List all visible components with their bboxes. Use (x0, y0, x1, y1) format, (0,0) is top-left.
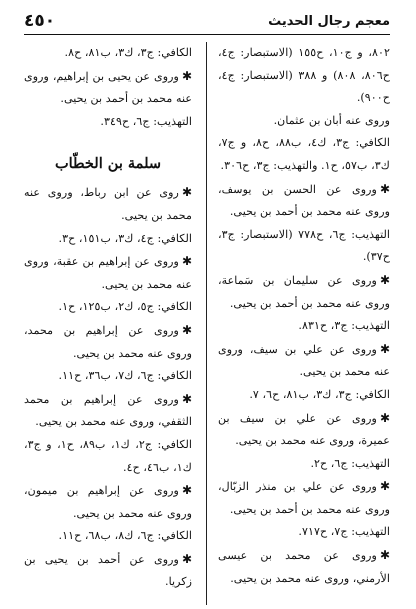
entry-heading: سلمة بن الخطّاب (54, 155, 162, 173)
source-reference (218, 521, 390, 544)
paragraph-text: وروى عن إبراهيم بن ميمون، وروى عنه محمد بن يحيى. (24, 484, 192, 520)
asterisk-bullet-icon: ✱ (181, 322, 192, 337)
narration-entry (218, 178, 390, 224)
narration-entry (24, 319, 192, 365)
asterisk-bullet-icon: ✱ (181, 483, 192, 498)
source-reference (218, 453, 390, 476)
paragraph-text: الكافي: ج٣، ك٣، ب٨١، ح٨. (64, 46, 192, 59)
paragraph-text: ٨٠٢، و ج١٠، ح١٥٥ (الاستبصار: ج٤، ح٨٠٦، ٨٠٨) و ٣٨٨ (الاستبصار: ج٤، ح٩٠٠). (218, 46, 390, 105)
left-column (24, 42, 192, 603)
narration-entry (24, 388, 192, 434)
paragraph-text: الكافي: ج٣، ك٣، ب٨١، ح٦، ٧. (249, 387, 390, 401)
paragraph-text: وروى عن علي بن منذر الزبّال، وروى عنه محمد بن أحمد بن يحيى. (218, 480, 390, 516)
narration-entry (24, 548, 192, 594)
asterisk-bullet-icon: ✱ (379, 272, 390, 287)
header-rule (24, 34, 390, 35)
running-title: معجم رجال الحديث (268, 13, 390, 29)
narration-entry (218, 269, 390, 315)
paragraph-text: وروى عن يحيى بن إبراهيم، وروى عنه محمد بن أحمد بن يحيى. (24, 69, 192, 106)
source-reference (218, 132, 390, 177)
asterisk-bullet-icon: ✱ (181, 551, 192, 566)
asterisk-bullet-icon: ✱ (379, 479, 390, 494)
source-reference (24, 365, 192, 388)
paragraph-text: الكافي: ج٣، ك٤، ب٨٨، ح٨، و ج٧، ك٣، ب٥٧، ح١. والتهذيب: ج٣، ح٣٠٦. (218, 136, 390, 172)
narration-entry (218, 475, 390, 521)
source-reference (218, 224, 390, 269)
page-number: ٤٥٠ (24, 11, 56, 31)
paragraph-text: الكافي: ج٤، ك٣، ب١٥١، ح٣. (58, 231, 192, 245)
asterisk-bullet-icon: ✱ (379, 410, 390, 425)
paragraph-text: وروى عن علي بن سيف، وروى عنه محمد بن يحيى. (218, 342, 390, 379)
narration-entry (24, 181, 192, 227)
asterisk-bullet-icon: ✱ (181, 254, 192, 269)
paragraph-text: وروى عن محمد بن عيسى الأرمني، وروى عنه محمد بن يحيى. (218, 549, 390, 585)
source-reference (24, 42, 192, 65)
paragraph-text: الكافي: ج٦، ك٧، ب٣٦، ح١١. (58, 369, 192, 383)
paragraph-text: وروى عن إبراهيم بن عقبة، وروى عنه محمد بن يحيى. (24, 255, 192, 291)
paragraph-text: وروى عن إبراهيم بن محمد الثقفي، وروى عنه محمد بن يحيى. (24, 392, 192, 429)
narration-entry (218, 338, 390, 384)
source-reference (218, 110, 390, 133)
right-column (218, 42, 390, 603)
paragraph-text: الكافي: ج٢، ك١، ب٨٩، ح١، و ج٣، ك١، ب٤٦، ح٤. (24, 437, 192, 474)
paragraph-text: التهذيب: ج٦، ح٧٧٨ (الاستبصار: ج٣، ح٣٧). (218, 227, 390, 264)
page-header (24, 10, 390, 32)
paragraph-text: وروى عن علي بن سيف بن عميرة، وروى عنه محمد بن يحيى. (218, 411, 390, 448)
source-reference (218, 42, 390, 110)
narration-entry (24, 479, 192, 525)
source-reference (24, 434, 192, 479)
paragraph-text: الكافي: ج٥، ك٢، ب١٢٥، ح١. (58, 300, 192, 314)
paragraph-text: التهذيب: ج٦، ح٢. (310, 456, 390, 470)
asterisk-bullet-icon: ✱ (181, 68, 192, 83)
paragraph-text: التهذيب: ج٧، ح٧١٧. (298, 525, 390, 539)
column-divider (206, 42, 207, 605)
source-reference (218, 384, 390, 407)
paragraph-text: التهذيب: ج٦، ح٣٤٩. (100, 114, 192, 128)
paragraph-text: روى عن ابن رباط، وروى عنه محمد بن يحيى. (24, 186, 192, 222)
paragraph-text: وروى عنه أبان بن عثمان. (273, 113, 390, 127)
source-reference (24, 228, 192, 251)
asterisk-bullet-icon: ✱ (379, 341, 390, 356)
paragraph-text: وروى عن إبراهيم بن محمد، وروى عنه محمد بن يحيى. (24, 323, 192, 360)
asterisk-bullet-icon: ✱ (181, 391, 192, 406)
asterisk-bullet-icon: ✱ (181, 185, 192, 200)
asterisk-bullet-icon: ✱ (379, 181, 390, 196)
paragraph-text: التهذيب: ج٣، ح٨٣١. (298, 319, 390, 333)
narration-entry (218, 544, 390, 590)
source-reference (24, 296, 192, 319)
paragraph-text: وروى عن الحسن بن يوسف، وروى عنه محمد بن أحمد بن يحيى. (218, 182, 390, 219)
source-reference (24, 111, 192, 134)
narration-entry (218, 407, 390, 453)
source-reference (24, 525, 192, 548)
narration-entry (24, 65, 192, 111)
source-reference (218, 315, 390, 338)
paragraph-text: وروى عن سليمان بن سَماعة، وروى عنه محمد بن أحمد بن يحيى. (218, 273, 390, 310)
paragraph-text: الكافي: ج٦، ك٨، ب٦٨، ح١١. (58, 529, 192, 543)
narration-entry (24, 250, 192, 296)
paragraph-text: وروى عن أحمد بن يحيى بن زكريا. (24, 552, 192, 589)
asterisk-bullet-icon: ✱ (379, 548, 390, 563)
